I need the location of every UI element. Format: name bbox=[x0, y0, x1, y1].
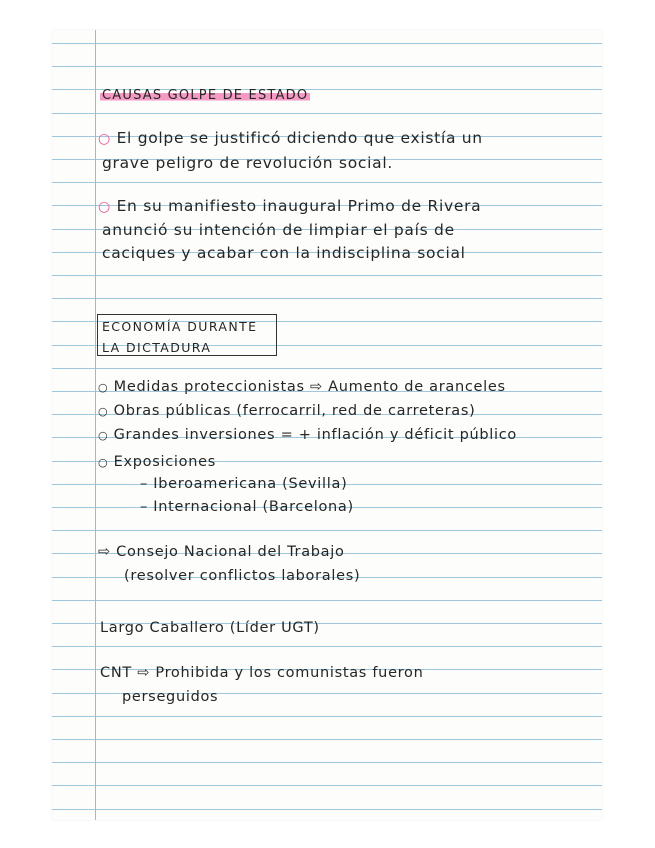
economy-title-line-2: LA DICTADURA bbox=[102, 340, 212, 355]
ruled-line bbox=[52, 368, 602, 369]
largo-caballero: Largo Caballero (Líder UGT) bbox=[100, 620, 320, 636]
cnt-line-1: CNT ⇨ Prohibida y los comunistas fueron bbox=[100, 665, 424, 681]
economy-item-3 bbox=[98, 425, 517, 446]
cause-1-line-1 bbox=[98, 128, 483, 149]
consejo-line-1: ⇨ Consejo Nacional del Trabajo bbox=[98, 544, 345, 560]
bullet-icon: ○ bbox=[98, 131, 111, 147]
ruled-line bbox=[52, 739, 602, 740]
ruled-line bbox=[52, 530, 602, 531]
consejo-line-2: (resolver conflictos laborales) bbox=[124, 568, 361, 584]
bullet-icon: ○ bbox=[98, 429, 109, 442]
bullet-icon: ○ bbox=[98, 456, 109, 469]
ruled-line bbox=[52, 785, 602, 786]
ruled-line bbox=[52, 298, 602, 299]
cause-2-line-2: anunció su intención de limpiar el país de bbox=[102, 221, 455, 239]
margin-line bbox=[95, 30, 96, 820]
economy-title-line-1: ECONOMÍA DURANTE bbox=[102, 319, 258, 334]
ruled-line bbox=[52, 762, 602, 763]
ruled-line bbox=[52, 113, 602, 114]
notebook-page bbox=[52, 30, 602, 820]
ruled-line bbox=[52, 716, 602, 717]
bullet-icon: ○ bbox=[98, 405, 109, 418]
heading-highlight: CAUSAS GOLPE DE ESTADO bbox=[102, 88, 309, 103]
ruled-line bbox=[52, 600, 602, 601]
exposicion-sub-2: – Internacional (Barcelona) bbox=[140, 499, 354, 515]
economy-item-text: Medidas proteccionistas ⇨ Aumento de aranceles bbox=[113, 379, 506, 395]
economy-item-2 bbox=[98, 401, 475, 422]
ruled-line bbox=[52, 66, 602, 67]
economy-item-text: Grandes inversiones = + inflación y déficit público bbox=[113, 427, 517, 443]
cause-text: En su manifiesto inaugural Primo de Rivera bbox=[116, 197, 482, 215]
cnt-line-2: perseguidos bbox=[122, 689, 219, 705]
ruled-line bbox=[52, 182, 602, 183]
economy-item-text: Exposiciones bbox=[113, 454, 216, 470]
ruled-line bbox=[52, 43, 602, 44]
bullet-icon: ○ bbox=[98, 199, 111, 215]
economy-item-1 bbox=[98, 377, 506, 398]
ruled-line bbox=[52, 275, 602, 276]
cause-text: El golpe se justificó diciendo que existía un bbox=[116, 129, 483, 147]
bullet-icon: ○ bbox=[98, 381, 109, 394]
cause-1-line-2: grave peligro de revolución social. bbox=[102, 154, 393, 172]
economy-item-text: Obras públicas (ferrocarril, red de carreteras) bbox=[113, 403, 476, 419]
economy-item-4 bbox=[98, 452, 216, 473]
cause-2-line-3: caciques y acabar con la indisciplina social bbox=[102, 244, 466, 262]
cause-2-line-1 bbox=[98, 196, 481, 217]
exposicion-sub-1: – Iberoamericana (Sevilla) bbox=[140, 476, 348, 492]
ruled-line bbox=[52, 809, 602, 810]
ruled-line bbox=[52, 646, 602, 647]
section-heading bbox=[100, 84, 310, 106]
